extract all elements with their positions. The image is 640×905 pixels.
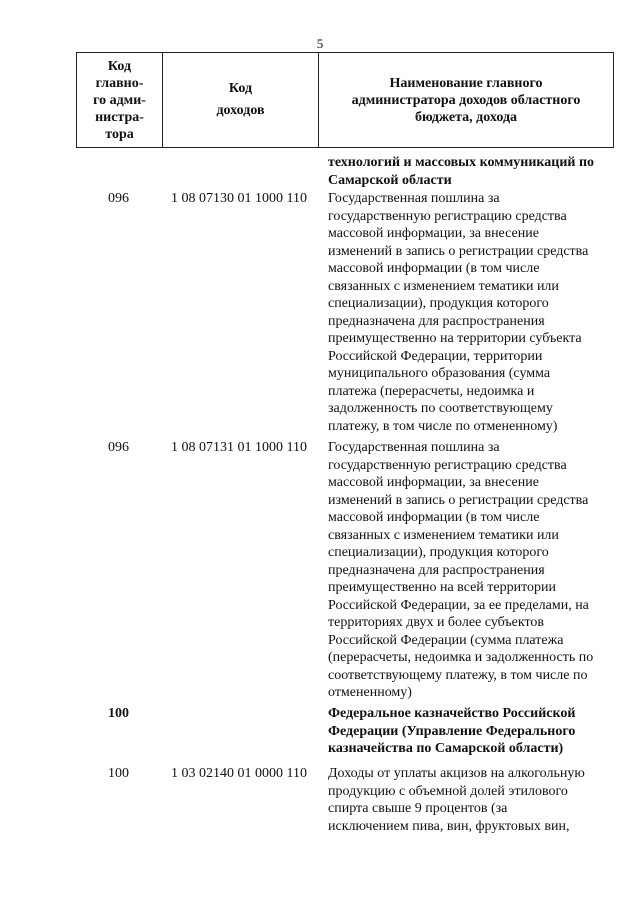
row-income-code: 1 03 02140 01 0000 110 [171, 766, 307, 781]
row-name: технологий и массовых коммуникаций по Самарской области [328, 155, 595, 188]
row-income-code: 1 08 07130 01 1000 110 [171, 191, 307, 206]
row-admin-code: 096 [108, 440, 129, 455]
header-income-code: Код доходов [162, 53, 318, 147]
page-number: 5 [316, 36, 324, 51]
row-name: Государственная пошлина за государственную регистрацию средства массовой информации, за внесение изменений в запись о регистрации средства массовой информации (в том числе связанных с изменением тематики или специализации), продукция которого предназначена для распространения преимущественно на всей территории Российской Федерации, за ее пределами, на территориях двух и более субъектов Российской Федерации (сумма платежа (перерасчеты, недоимка и задолженность по соответствующему платежу, в том числе по отмененному) [328, 440, 594, 700]
row-admin-code: 100 [108, 706, 129, 721]
row-name: Доходы от уплаты акцизов на алкогольную продукцию с объемной долей этилового спирта свыше 9 процентов (за исключением пива, вин, фруктовых вин, [328, 766, 585, 834]
row-admin-code: 100 [108, 766, 129, 781]
header-name: Наименование главного администратора доходов областного бюджета, дохода [318, 53, 613, 147]
row-name: Государственная пошлина за государственную регистрацию средства массовой информации, за внесение изменений в запись о регистрации средства массовой информации (в том числе связанных с изменением тематики или специализации), продукция которого предназначена для распространения преимущественно на территории субъекта Российской Федерации, территории муниципального образования (сумма платежа (перерасчеты, недоимка и задолженность по соответствующему платежу, в том числе по отмененному) [328, 191, 589, 434]
row-income-code: 1 08 07131 01 1000 110 [171, 440, 307, 455]
table-header [76, 52, 614, 148]
row-admin-code: 096 [108, 191, 129, 206]
row-name: Федеральное казначейство Российской Федерации (Управление Федерального казначейства по Самарской области) [328, 706, 576, 756]
header-admin-code: Код главно- го адми- нистра- тора [93, 58, 146, 142]
